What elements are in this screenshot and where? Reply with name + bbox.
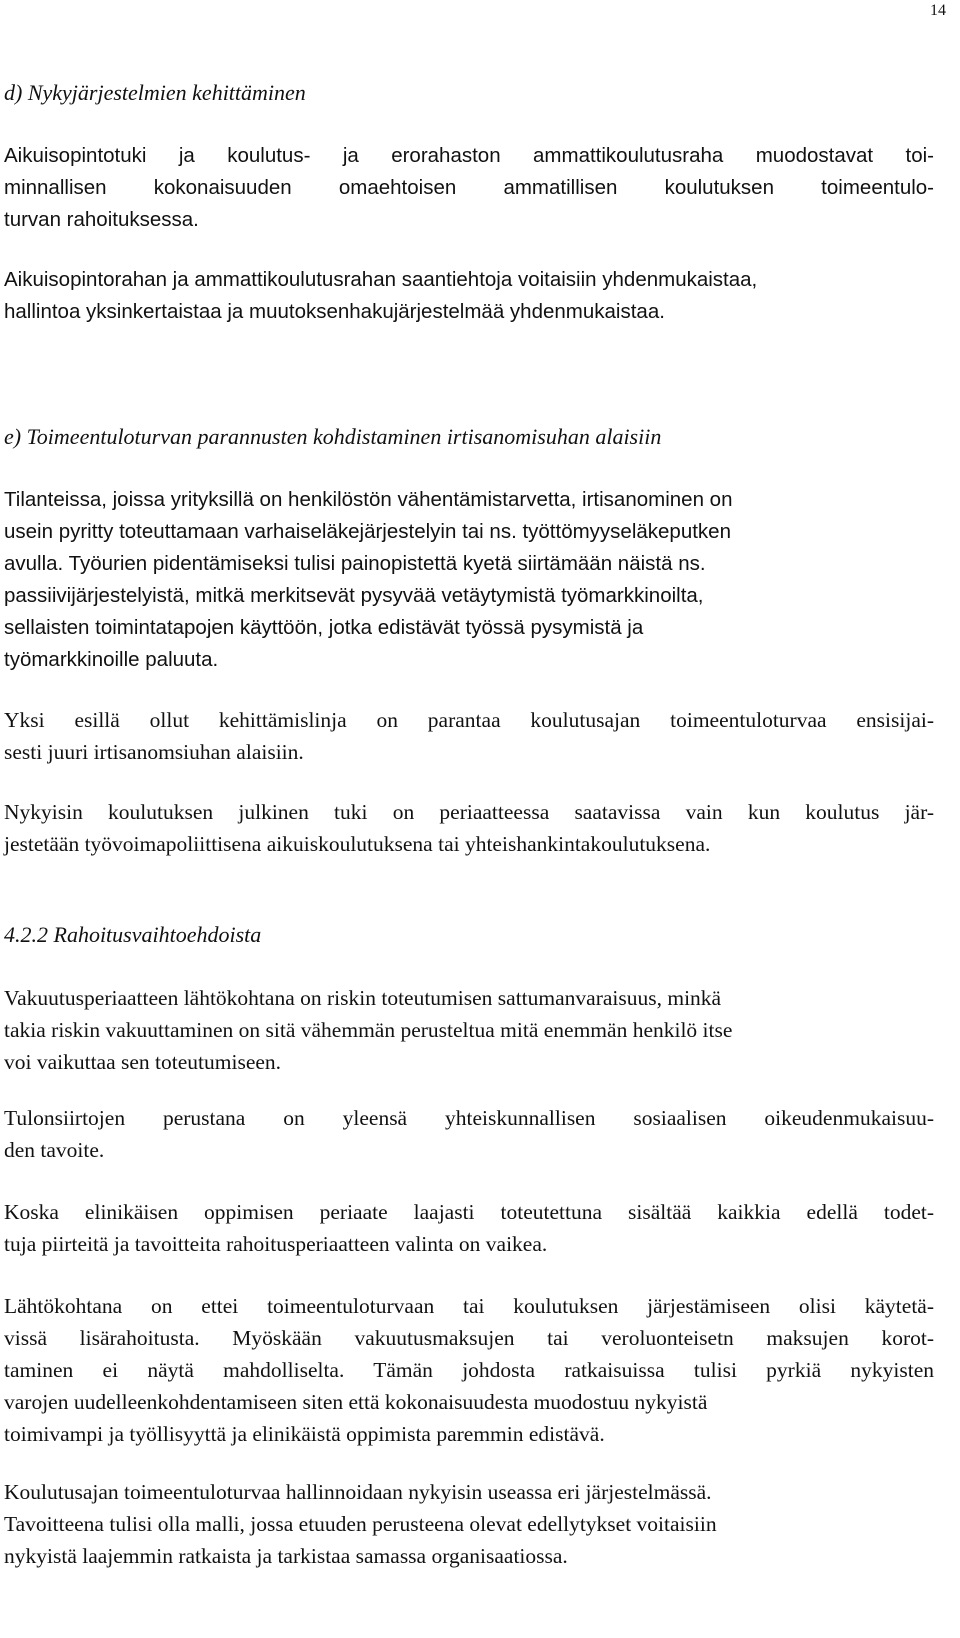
- text-line: Yksi esillä ollut kehittämislinja on parantaa koulutusajan toimeentuloturvaa ensisijai-: [4, 708, 934, 732]
- text-line: toimivampi ja työllisyyttä ja elinikäistä oppimista paremmin edistävä.: [4, 1422, 605, 1446]
- text-line: jestetään työvoimapoliittisena aikuiskoulutuksena tai yhteishankintakoulutuksena.: [4, 832, 711, 856]
- text-line: Tavoitteena tulisi olla malli, jossa etuuden perusteena olevat edellytykset voitaisiin: [4, 1512, 717, 1536]
- text-line: vissä lisärahoitusta. Myöskään vakuutusmaksujen tai veroluonteisetn maksujen korot-: [4, 1326, 934, 1350]
- text-line: takia riskin vakuuttaminen on sitä vähemmän perusteltua mitä enemmän henkilö itse: [4, 1018, 733, 1042]
- text-line: hallintoa yksinkertaistaa ja muutoksenhakujärjestelmää yhdenmukaistaa.: [4, 300, 665, 323]
- text-line: tuja piirteitä ja tavoitteita rahoitusperiaatteen valinta on vaikea.: [4, 1232, 548, 1256]
- text-line: Tilanteissa, joissa yrityksillä on henkilöstön vähentämistarvetta, irtisanominen on: [4, 488, 733, 511]
- text-line: turvan rahoituksessa.: [4, 208, 199, 231]
- text-line: Vakuutusperiaatteen lähtökohtana on riskin toteutumisen sattumanvaraisuus, minkä: [4, 986, 722, 1010]
- text-line: työmarkkinoille paluuta.: [4, 648, 219, 671]
- section-4-2-2-heading: 4.2.2 Rahoitusvaihtoehdoista: [4, 922, 262, 947]
- text-line: Lähtökohtana on ettei toimeentuloturvaan tai koulutuksen järjestämiseen olisi käytetä-: [4, 1294, 934, 1318]
- section-d-paragraph-2: [4, 264, 934, 328]
- section-e-heading: e) Toimeentuloturvan parannusten kohdistaminen irtisanomisuhan alaisiin: [4, 424, 662, 449]
- section-4-2-2-paragraph-3: [4, 1196, 934, 1260]
- text-line: Koska elinikäisen oppimisen periaate laajasti toteutettuna sisältää kaikkia edellä todet-: [4, 1200, 934, 1224]
- text-line: Aikuisopintorahan ja ammattikoulutusrahan saantiehtoja voitaisiin yhdenmukaistaa,: [4, 268, 758, 291]
- text-line: avulla. Työurien pidentämiseksi tulisi painopistettä kyetä siirtämään näistä ns.: [4, 552, 706, 575]
- text-line: varojen uudelleenkohdentamiseen siten että kokonaisuudesta muodostuu nykyistä: [4, 1390, 708, 1414]
- text-line: den tavoite.: [4, 1138, 105, 1162]
- section-4-2-2-paragraph-2: [4, 1102, 934, 1166]
- section-e-paragraph-3: [4, 796, 934, 860]
- text-line: Tulonsiirtojen perustana on yleensä yhteiskunnallisen sosiaalisen oikeudenmukaisuu-: [4, 1106, 934, 1130]
- section-d-paragraph-1: [4, 140, 934, 236]
- text-line: minnallisen kokonaisuuden omaehtoisen ammatillisen koulutuksen toimeentulo-: [4, 176, 934, 199]
- text-line: passiivijärjestelyistä, mitkä merkitsevät pysyvää vetäytymistä työmarkkinoilta,: [4, 584, 704, 607]
- text-line: voi vaikuttaa sen toteutumiseen.: [4, 1050, 282, 1074]
- text-line: sesti juuri irtisanomsiuhan alaisiin.: [4, 740, 304, 764]
- section-e-paragraph-2: [4, 704, 934, 768]
- text-line: Aikuisopintotuki ja koulutus- ja erorahaston ammattikoulutusraha muodostavat toi-: [4, 144, 934, 167]
- text-line: Nykyisin koulutuksen julkinen tuki on periaatteessa saatavissa vain kun koulutus jär-: [4, 800, 934, 824]
- section-d-heading: d) Nykyjärjestelmien kehittäminen: [4, 80, 306, 105]
- text-line: Koulutusajan toimeentuloturvaa hallinnoidaan nykyisin useassa eri järjestelmässä.: [4, 1480, 712, 1504]
- text-line: taminen ei näytä mahdolliselta. Tämän johdosta ratkaisuissa tulisi pyrkiä nykyisten: [4, 1358, 934, 1382]
- page-number: 14: [930, 2, 946, 19]
- text-line: sellaisten toimintatapojen käyttöön, jotka edistävät työssä pysymistä ja: [4, 616, 644, 639]
- section-4-2-2-paragraph-5: [4, 1476, 934, 1572]
- text-line: nykyistä laajemmin ratkaista ja tarkistaa samassa organisaatiossa.: [4, 1544, 568, 1568]
- section-e-paragraph-1: [4, 484, 934, 676]
- section-4-2-2-paragraph-1: [4, 982, 934, 1078]
- section-4-2-2-paragraph-4: [4, 1290, 934, 1450]
- text-line: usein pyritty toteuttamaan varhaiseläkejärjestelyin tai ns. työttömyyseläkeputken: [4, 520, 731, 543]
